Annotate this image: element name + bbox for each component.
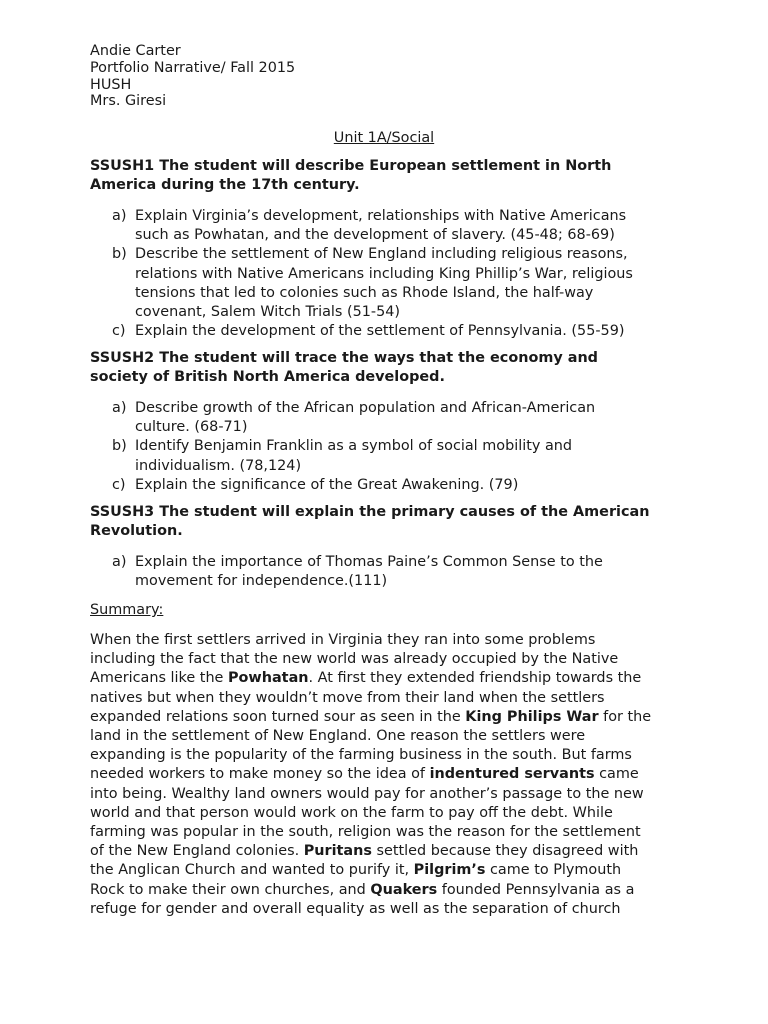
standard-item-list <box>90 399 650 495</box>
summary-line <box>90 900 690 919</box>
summary-text: farming was popular in the south, religion was the reason for the settlement <box>90 824 641 841</box>
list-item: a) Explain the importance of Thomas Paine’s Common Sense to the movement for independence.(111) <box>112 554 603 590</box>
summary-text: into being. Wealthy land owners would pay for another’s passage to the new <box>90 785 644 802</box>
summary-line <box>90 631 690 650</box>
list-item: a) Describe growth of the African population and African-American culture. (68-71) <box>112 400 596 436</box>
summary-text: needed workers to make money so the idea of <box>90 766 430 783</box>
unit-title: Unit 1A/Social <box>333 130 435 146</box>
summary-text: natives but when they wouldn’t move from their land when the settlers <box>90 689 605 706</box>
summary-text: including the fact that the new world was already occupied by the Native <box>90 651 619 668</box>
bold-term: Puritans <box>303 843 372 860</box>
summary-text: for the <box>598 708 652 725</box>
header-block <box>90 43 295 110</box>
summary-line <box>90 650 690 669</box>
summary-text: expanding is the popularity of the farming business in the south. But farms <box>90 747 632 764</box>
list-item: a) Explain Virginia’s development, relationships with Native Americans such as Powhatan, and the development of slavery. (45-48; 68-69) <box>112 208 627 244</box>
list-item: c) Explain the development of the settlement of Pennsylvania. (55-59) <box>112 323 625 340</box>
summary-text: of the New England colonies. <box>90 843 304 860</box>
summary-line <box>90 881 690 900</box>
bold-term: Pilgrim’s <box>413 862 486 879</box>
list-item: c) Explain the significance of the Great Awakening. (79) <box>112 476 519 493</box>
standard-heading: SSUSH2 The student will trace the ways that the economy and society of British North America developed. <box>90 350 598 386</box>
summary-line <box>90 689 690 708</box>
summary-paragraph <box>90 631 690 919</box>
summary-text: came <box>594 766 639 783</box>
course-name: HUSH <box>90 76 132 93</box>
summary-text: expanded relations soon turned sour as seen in the <box>90 708 466 725</box>
standard-heading: SSUSH3 The student will explain the primary causes of the American Revolution. <box>90 504 650 540</box>
summary-text: world and that person would work on the farm to pay off the debt. While <box>90 804 613 821</box>
summary-text: came to Plymouth <box>485 862 622 879</box>
teacher-name: Mrs. Giresi <box>90 93 167 110</box>
summary-line <box>90 708 690 727</box>
summary-line <box>90 823 690 842</box>
summary-line <box>90 842 690 861</box>
bold-term: King Philips War <box>465 708 599 725</box>
summary-line <box>90 804 690 823</box>
summary-text: Americans like the <box>90 670 228 687</box>
summary-line <box>90 746 690 765</box>
summary-line <box>90 785 690 804</box>
summary-text: settled because they disagreed with <box>371 843 639 860</box>
summary-text: founded Pennsylvania as a <box>437 881 635 898</box>
summary-text: Rock to make their own churches, and <box>90 881 371 898</box>
summary-line <box>90 861 690 880</box>
standard-item-list <box>90 553 650 591</box>
bold-term: Powhatan <box>228 670 309 687</box>
summary-heading: Summary: <box>90 602 164 618</box>
summary-line <box>90 727 690 746</box>
summary-line <box>90 669 690 688</box>
bold-term: indentured servants <box>429 766 595 783</box>
assignment-title: Portfolio Narrative/ Fall 2015 <box>90 59 296 76</box>
summary-text: refuge for gender and overall equality as well as the separation of church <box>90 900 621 917</box>
author-name: Andie Carter <box>90 43 181 59</box>
summary-text: When the first settlers arrived in Virginia they ran into some problems <box>90 632 596 648</box>
list-item: b) Identify Benjamin Franklin as a symbol of social mobility and individualism. (78,124) <box>112 438 573 474</box>
summary-text: land in the settlement of New England. One reason the settlers were <box>90 728 586 745</box>
list-item: b) Describe the settlement of New England including religious reasons, relations with Native Americans including King Phillip’s War, religious tensions that led to colonies such as Rhode Island, the half-way covenant, Salem Witch Trials (51-54) <box>112 246 633 321</box>
standard-heading: SSUSH1 The student will describe European settlement in North America during the 17th century. <box>90 158 612 194</box>
bold-term: Quakers <box>370 881 438 898</box>
summary-text: the Anglican Church and wanted to purify it, <box>90 862 414 879</box>
standard-item-list <box>90 207 650 341</box>
summary-line <box>90 765 690 784</box>
summary-text: . At first they extended friendship towards the <box>308 670 642 687</box>
